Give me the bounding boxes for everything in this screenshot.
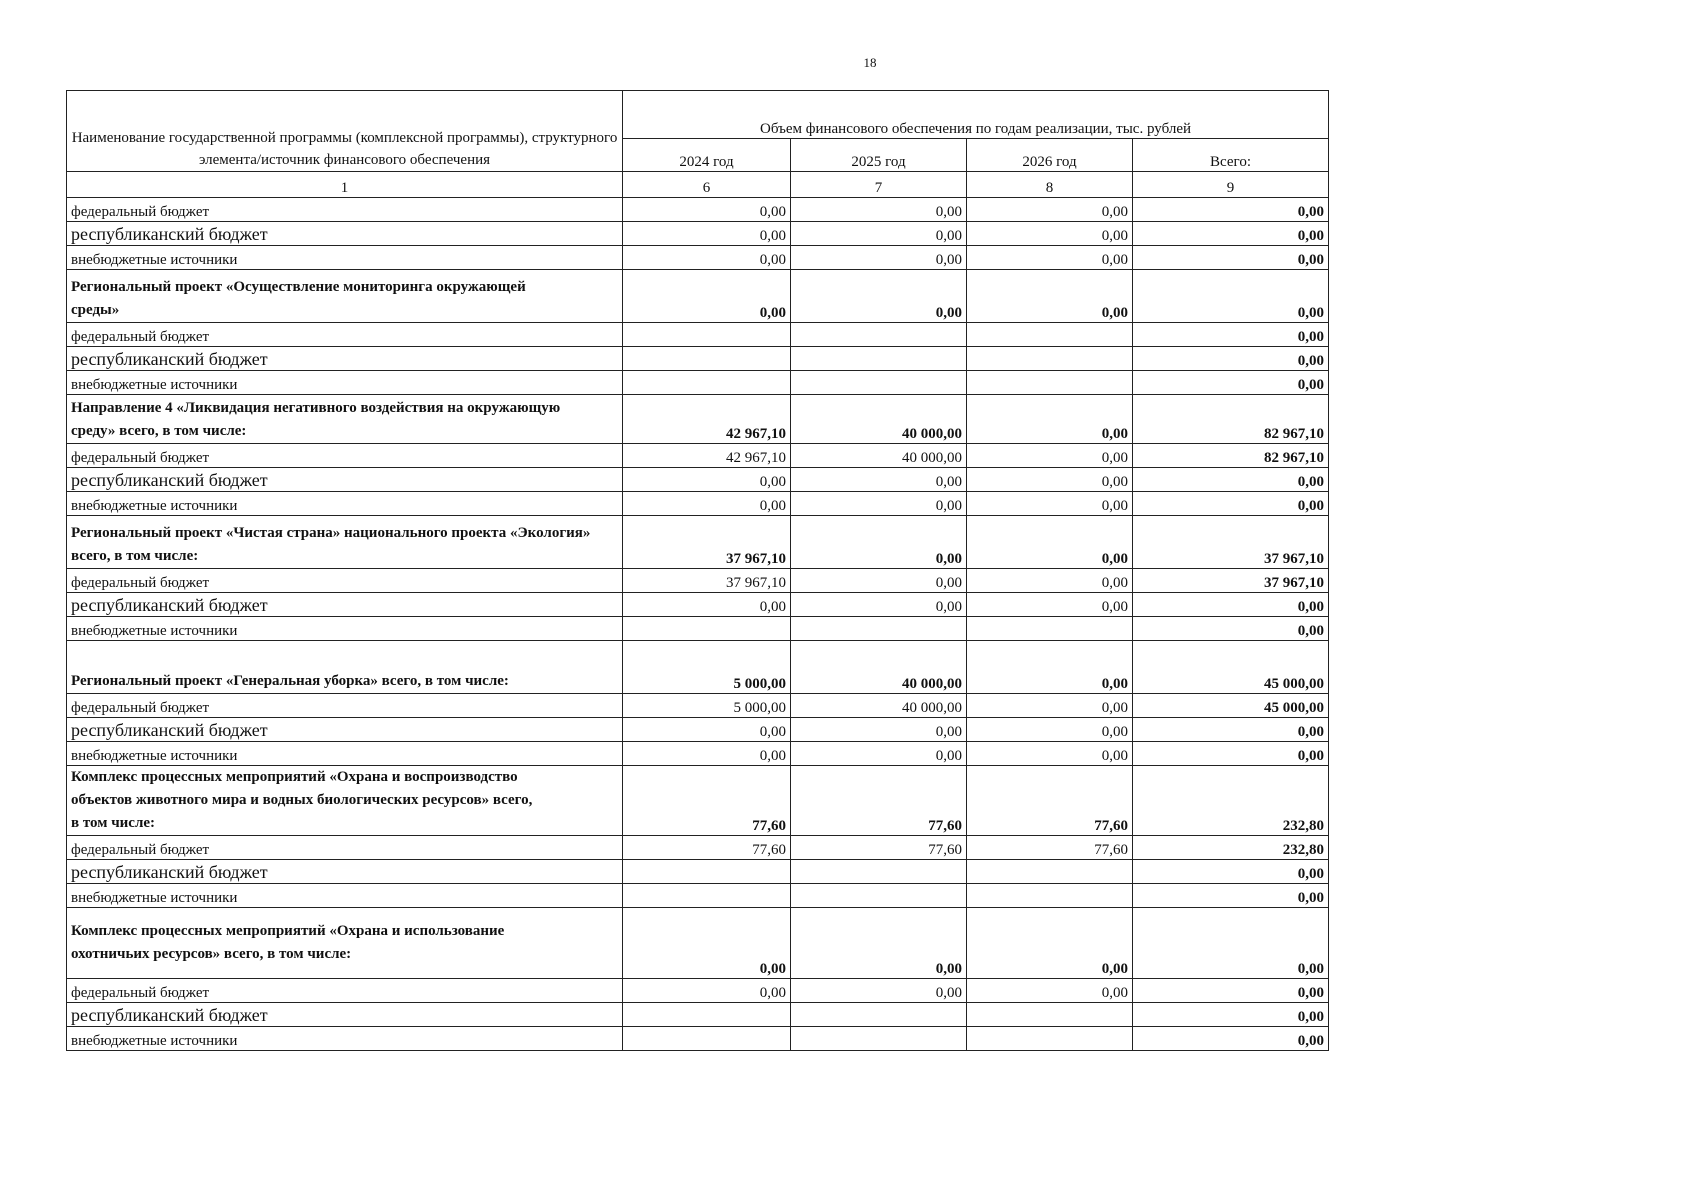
row-name: внебюджетные источники [67, 246, 623, 270]
cell-total: 0,00 [1133, 979, 1329, 1003]
cell-2026 [967, 323, 1133, 347]
cell-total: 82 967,10 [1133, 444, 1329, 468]
cell-2026: 0,00 [967, 718, 1133, 742]
row-name: федеральный бюджет [67, 198, 623, 222]
cell-2024: 5 000,00 [623, 694, 791, 718]
cell-2024: 0,00 [623, 270, 791, 323]
cell-total: 37 967,10 [1133, 569, 1329, 593]
cell-2024 [623, 884, 791, 908]
row-name: республиканский бюджет [67, 1003, 623, 1027]
cell-2026 [967, 617, 1133, 641]
column-number-1: 1 [67, 172, 623, 198]
cell-2025 [791, 860, 967, 884]
cell-2026: 0,00 [967, 908, 1133, 979]
section-name: Региональный проект «Чистая страна» национального проекта «Экология» всего, в том числе: [67, 516, 623, 569]
row-name: республиканский бюджет [67, 222, 623, 246]
cell-total: 0,00 [1133, 246, 1329, 270]
table-row [67, 593, 1329, 617]
cell-total: 0,00 [1133, 617, 1329, 641]
cell-2026: 0,00 [967, 395, 1133, 444]
cell-total: 0,00 [1133, 718, 1329, 742]
table-row [67, 742, 1329, 766]
row-name: республиканский бюджет [67, 860, 623, 884]
cell-2024 [623, 371, 791, 395]
table-row [67, 569, 1329, 593]
header-year-2025: 2025 год [791, 138, 967, 171]
header-total: Всего: [1133, 138, 1329, 171]
cell-total: 0,00 [1133, 270, 1329, 323]
cell-2024 [623, 860, 791, 884]
cell-total: 45 000,00 [1133, 694, 1329, 718]
cell-2024: 0,00 [623, 246, 791, 270]
cell-2025 [791, 1003, 967, 1027]
section-name: Региональный проект «Генеральная уборка» всего, в том числе: [67, 641, 623, 694]
cell-2025: 40 000,00 [791, 444, 967, 468]
cell-total: 0,00 [1133, 908, 1329, 979]
cell-2026: 0,00 [967, 641, 1133, 694]
cell-2025 [791, 884, 967, 908]
row-name: внебюджетные источники [67, 884, 623, 908]
cell-2025: 0,00 [791, 569, 967, 593]
row-name: федеральный бюджет [67, 979, 623, 1003]
cell-total: 0,00 [1133, 742, 1329, 766]
section-row [67, 766, 1329, 836]
cell-total: 0,00 [1133, 222, 1329, 246]
row-name: республиканский бюджет [67, 593, 623, 617]
cell-total: 0,00 [1133, 492, 1329, 516]
table-row [67, 492, 1329, 516]
section-name: Комплекс процессных мепроприятий «Охрана и использование охотничьих ресурсов» всего, в том числе: [67, 908, 623, 979]
cell-2025: 0,00 [791, 468, 967, 492]
cell-2025: 0,00 [791, 270, 967, 323]
row-name: внебюджетные источники [67, 371, 623, 395]
cell-2025 [791, 347, 967, 371]
header-name-column: Наименование государственной программы (комплексной программы), структурного элемента/источник финансового обеспечения [67, 91, 623, 172]
cell-2024: 5 000,00 [623, 641, 791, 694]
cell-2025: 0,00 [791, 492, 967, 516]
table-row [67, 617, 1329, 641]
header-year-2026: 2026 год [967, 138, 1133, 171]
row-name: республиканский бюджет [67, 718, 623, 742]
cell-2025: 0,00 [791, 198, 967, 222]
cell-2024 [623, 1003, 791, 1027]
cell-2026: 0,00 [967, 593, 1133, 617]
column-number-8: 8 [967, 172, 1133, 198]
section-row [67, 270, 1329, 323]
cell-2026: 0,00 [967, 742, 1133, 766]
section-row [67, 641, 1329, 694]
cell-2025: 40 000,00 [791, 694, 967, 718]
cell-2025 [791, 323, 967, 347]
cell-2026: 0,00 [967, 468, 1133, 492]
cell-2024 [623, 1027, 791, 1051]
cell-2026: 0,00 [967, 694, 1133, 718]
cell-2026: 0,00 [967, 979, 1133, 1003]
section-name: Региональный проект «Осуществление мониторинга окружающей среды» [67, 270, 623, 323]
cell-2026 [967, 1027, 1133, 1051]
cell-2025: 0,00 [791, 593, 967, 617]
table-row [67, 323, 1329, 347]
table-row [67, 718, 1329, 742]
cell-2026: 0,00 [967, 444, 1133, 468]
table-row [67, 222, 1329, 246]
header-row-numbers [67, 172, 1329, 198]
cell-total: 232,80 [1133, 836, 1329, 860]
cell-total: 45 000,00 [1133, 641, 1329, 694]
cell-2024 [623, 347, 791, 371]
header-funding-group: Объем финансового обеспечения по годам реализации, тыс. рублей [623, 91, 1329, 139]
cell-total: 0,00 [1133, 323, 1329, 347]
cell-2024 [623, 323, 791, 347]
cell-2024: 37 967,10 [623, 569, 791, 593]
cell-2026 [967, 884, 1133, 908]
column-number-6: 6 [623, 172, 791, 198]
cell-2024: 0,00 [623, 468, 791, 492]
cell-2024: 77,60 [623, 836, 791, 860]
table-row [67, 1003, 1329, 1027]
cell-2025 [791, 1027, 967, 1051]
cell-2026 [967, 860, 1133, 884]
cell-2025: 0,00 [791, 246, 967, 270]
section-row [67, 908, 1329, 979]
cell-2026: 77,60 [967, 766, 1133, 836]
cell-total: 0,00 [1133, 198, 1329, 222]
cell-2025: 40 000,00 [791, 395, 967, 444]
cell-total: 0,00 [1133, 1027, 1329, 1051]
table-row [67, 836, 1329, 860]
column-number-9: 9 [1133, 172, 1329, 198]
header-year-2024: 2024 год [623, 138, 791, 171]
cell-total: 0,00 [1133, 468, 1329, 492]
page-number: 18 [863, 55, 877, 70]
cell-total: 0,00 [1133, 347, 1329, 371]
cell-total: 232,80 [1133, 766, 1329, 836]
section-row [67, 395, 1329, 444]
table-row [67, 198, 1329, 222]
table-row [67, 860, 1329, 884]
cell-2026: 0,00 [967, 222, 1133, 246]
table-row [67, 694, 1329, 718]
table-row [67, 468, 1329, 492]
table-row [67, 979, 1329, 1003]
cell-2025: 0,00 [791, 908, 967, 979]
cell-2026: 0,00 [967, 270, 1133, 323]
cell-2025: 77,60 [791, 766, 967, 836]
cell-2024: 37 967,10 [623, 516, 791, 569]
cell-total: 0,00 [1133, 860, 1329, 884]
section-name: Направление 4 «Ликвидация негативного воздействия на окружающую среду» всего, в том числе: [67, 395, 623, 444]
cell-2024: 0,00 [623, 222, 791, 246]
cell-total: 0,00 [1133, 1003, 1329, 1027]
cell-2025: 40 000,00 [791, 641, 967, 694]
table-row [67, 444, 1329, 468]
cell-total: 82 967,10 [1133, 395, 1329, 444]
row-name: республиканский бюджет [67, 347, 623, 371]
cell-total: 0,00 [1133, 593, 1329, 617]
cell-2025: 0,00 [791, 222, 967, 246]
cell-total: 0,00 [1133, 884, 1329, 908]
cell-2026 [967, 371, 1133, 395]
table-row [67, 246, 1329, 270]
cell-2026 [967, 347, 1133, 371]
cell-total: 37 967,10 [1133, 516, 1329, 569]
cell-2025: 0,00 [791, 742, 967, 766]
cell-2025 [791, 371, 967, 395]
cell-2024: 0,00 [623, 908, 791, 979]
table-row [67, 371, 1329, 395]
cell-2025: 0,00 [791, 516, 967, 569]
header-row-group [67, 91, 1329, 139]
financing-table [66, 90, 1329, 1051]
cell-2024: 42 967,10 [623, 444, 791, 468]
cell-2025: 77,60 [791, 836, 967, 860]
cell-2026: 0,00 [967, 492, 1133, 516]
row-name: федеральный бюджет [67, 323, 623, 347]
cell-2026: 77,60 [967, 836, 1133, 860]
row-name: республиканский бюджет [67, 468, 623, 492]
cell-2024: 0,00 [623, 593, 791, 617]
cell-2024: 0,00 [623, 742, 791, 766]
column-number-7: 7 [791, 172, 967, 198]
cell-2026: 0,00 [967, 516, 1133, 569]
cell-total: 0,00 [1133, 371, 1329, 395]
cell-2025: 0,00 [791, 718, 967, 742]
cell-2025: 0,00 [791, 979, 967, 1003]
table-row [67, 884, 1329, 908]
row-name: федеральный бюджет [67, 569, 623, 593]
cell-2025 [791, 617, 967, 641]
row-name: федеральный бюджет [67, 444, 623, 468]
cell-2024: 0,00 [623, 979, 791, 1003]
cell-2026 [967, 1003, 1133, 1027]
cell-2026: 0,00 [967, 198, 1133, 222]
cell-2026: 0,00 [967, 569, 1133, 593]
row-name: федеральный бюджет [67, 836, 623, 860]
cell-2024: 0,00 [623, 492, 791, 516]
table-row [67, 1027, 1329, 1051]
cell-2024: 42 967,10 [623, 395, 791, 444]
cell-2024: 0,00 [623, 718, 791, 742]
cell-2026: 0,00 [967, 246, 1133, 270]
cell-2024: 0,00 [623, 198, 791, 222]
table-row [67, 347, 1329, 371]
section-name: Комплекс процессных мепроприятий «Охрана и воспроизводство объектов животного мира и водных биологических ресурсов» всего, в том числе: [67, 766, 623, 836]
row-name: внебюджетные источники [67, 1027, 623, 1051]
row-name: внебюджетные источники [67, 492, 623, 516]
row-name: внебюджетные источники [67, 742, 623, 766]
row-name: внебюджетные источники [67, 617, 623, 641]
section-row [67, 516, 1329, 569]
cell-2024: 77,60 [623, 766, 791, 836]
row-name: федеральный бюджет [67, 694, 623, 718]
cell-2024 [623, 617, 791, 641]
